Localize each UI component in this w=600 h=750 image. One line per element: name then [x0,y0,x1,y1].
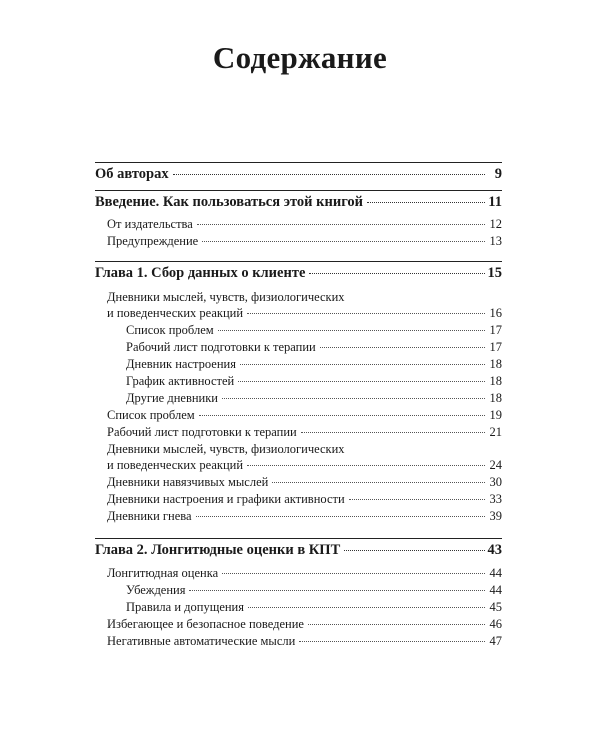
toc-entry-page: 12 [489,217,502,231]
leader-dots [199,415,485,416]
toc-entry-page: 18 [489,374,502,388]
leader-dots [272,482,485,483]
toc-entry-mood-diary[interactable] [95,356,502,372]
toc-entry-label: Список проблем [107,408,195,422]
toc-entry-anger-diaries[interactable] [95,508,502,524]
toc-entry-page: 9 [494,166,502,182]
toc-entry-page: 39 [489,509,502,523]
toc-entry-label: Убеждения [126,583,186,597]
toc-entry-page: 18 [489,391,502,405]
toc-entry-negative-automatic-thoughts[interactable] [95,633,502,649]
toc-entry-page: 44 [489,583,502,597]
toc-entry-obsessive-thought-diaries[interactable] [95,474,502,490]
toc-entry-page: 43 [487,542,502,558]
toc-entry-label: Избегающее и безопасное поведение [107,617,304,631]
toc-entry-page: 33 [489,492,502,506]
toc-entry-label: Правила и допущения [126,600,244,614]
toc-entry-label: Дневник настроения [126,357,236,371]
toc-entry-label-line1: Дневники мыслей, чувств, физиологических [107,290,345,304]
toc-entry-label: Введение. Как пользоваться этой книгой [95,194,364,210]
toc-entry-page: 21 [489,425,502,439]
leader-dots [240,364,485,365]
page-title: Содержание [212,40,388,75]
toc-entry-label: График активностей [126,374,235,388]
toc-entry-page: 47 [489,634,502,648]
section-divider [95,538,502,539]
leader-dots [218,330,485,331]
leader-dots [344,550,484,551]
section-divider [95,190,502,191]
toc-entry-about-authors[interactable] [95,166,502,182]
toc-entry-avoidance-behavior[interactable] [95,616,502,632]
toc-entry-label: Глава 2. Лонгитюдные оценки в КПТ [95,542,341,558]
toc-entry-page: 16 [489,306,502,320]
toc-entry-page: 13 [489,234,502,248]
toc-entry-label: Об авторах [95,166,169,182]
toc-entry-label: и поведенческих реакций [107,306,244,320]
leader-dots [309,273,484,274]
leader-dots [202,241,485,242]
toc-entry-other-diaries[interactable] [95,390,502,406]
toc-entry-page: 24 [489,458,502,472]
section-divider [95,261,502,262]
toc-entry-problem-list[interactable] [95,322,502,338]
toc-entry-longitudinal-assessment[interactable] [95,565,502,581]
toc-entry-label-line1: Дневники мыслей, чувств, физиологических [107,442,345,456]
leader-dots [248,607,485,608]
leader-dots [197,224,485,225]
toc-entry-label: Глава 1. Сбор данных о клиенте [95,265,306,281]
toc-entry-label: Список проблем [126,323,214,337]
toc-entry-therapy-prep-worksheet-2[interactable] [95,424,502,440]
toc-entry-therapy-prep-worksheet[interactable] [95,339,502,355]
toc-entry-page: 44 [489,566,502,580]
leader-dots [222,573,485,574]
leader-dots [367,202,485,203]
leader-dots [299,641,485,642]
section-divider [95,162,502,163]
toc-entry-label: Негативные автоматические мысли [107,634,296,648]
toc-entry-label: Рабочий лист подготовки к терапии [107,425,297,439]
toc-entry-label: Лонгитюдная оценка [107,566,219,580]
toc-entry-problem-list-2[interactable] [95,407,502,423]
toc-entry-chapter-2[interactable] [95,542,502,558]
leader-dots [173,174,485,175]
toc-entry-page: 11 [488,194,502,210]
leader-dots [301,432,485,433]
toc-entry-page: 18 [489,357,502,371]
leader-dots [320,347,485,348]
toc-entry-page: 19 [489,408,502,422]
toc-entry-label: Рабочий лист подготовки к терапии [126,340,316,354]
toc-entry-label: Предупреждение [107,234,199,248]
toc-entry-thought-diaries[interactable] [95,305,502,321]
toc-entry-label: и поведенческих реакций [107,458,244,472]
toc-entry-thought-diaries-2[interactable] [95,457,502,473]
toc-entry-label: Другие дневники [126,391,218,405]
toc-entry-activity-schedule[interactable] [95,373,502,389]
toc-entry-label: Дневники гнева [107,509,192,523]
toc-entry-warning[interactable] [95,233,502,249]
leader-dots [349,499,485,500]
toc-entry-page: 46 [489,617,502,631]
toc-entry-beliefs[interactable] [95,582,502,598]
leader-dots [247,313,485,314]
leader-dots [308,624,485,625]
toc-entry-label: Дневники навязчивых мыслей [107,475,269,489]
leader-dots [222,398,485,399]
leader-dots [196,516,485,517]
toc-entry-page: 17 [489,340,502,354]
leader-dots [189,590,485,591]
leader-dots [247,465,485,466]
leader-dots [238,381,485,382]
toc-entry-page: 17 [489,323,502,337]
toc-entry-from-publisher[interactable] [95,216,502,232]
toc-entry-page: 30 [489,475,502,489]
toc-entry-label: Дневники настроения и графики активности [107,492,345,506]
toc-entry-page: 45 [489,600,502,614]
toc-entry-introduction[interactable] [95,194,502,210]
toc-entry-page: 15 [487,265,502,281]
toc-entry-label: От издательства [107,217,193,231]
toc-entry-chapter-1[interactable] [95,265,502,281]
toc-entry-mood-activity-diaries[interactable] [95,491,502,507]
toc-entry-rules-assumptions[interactable] [95,599,502,615]
